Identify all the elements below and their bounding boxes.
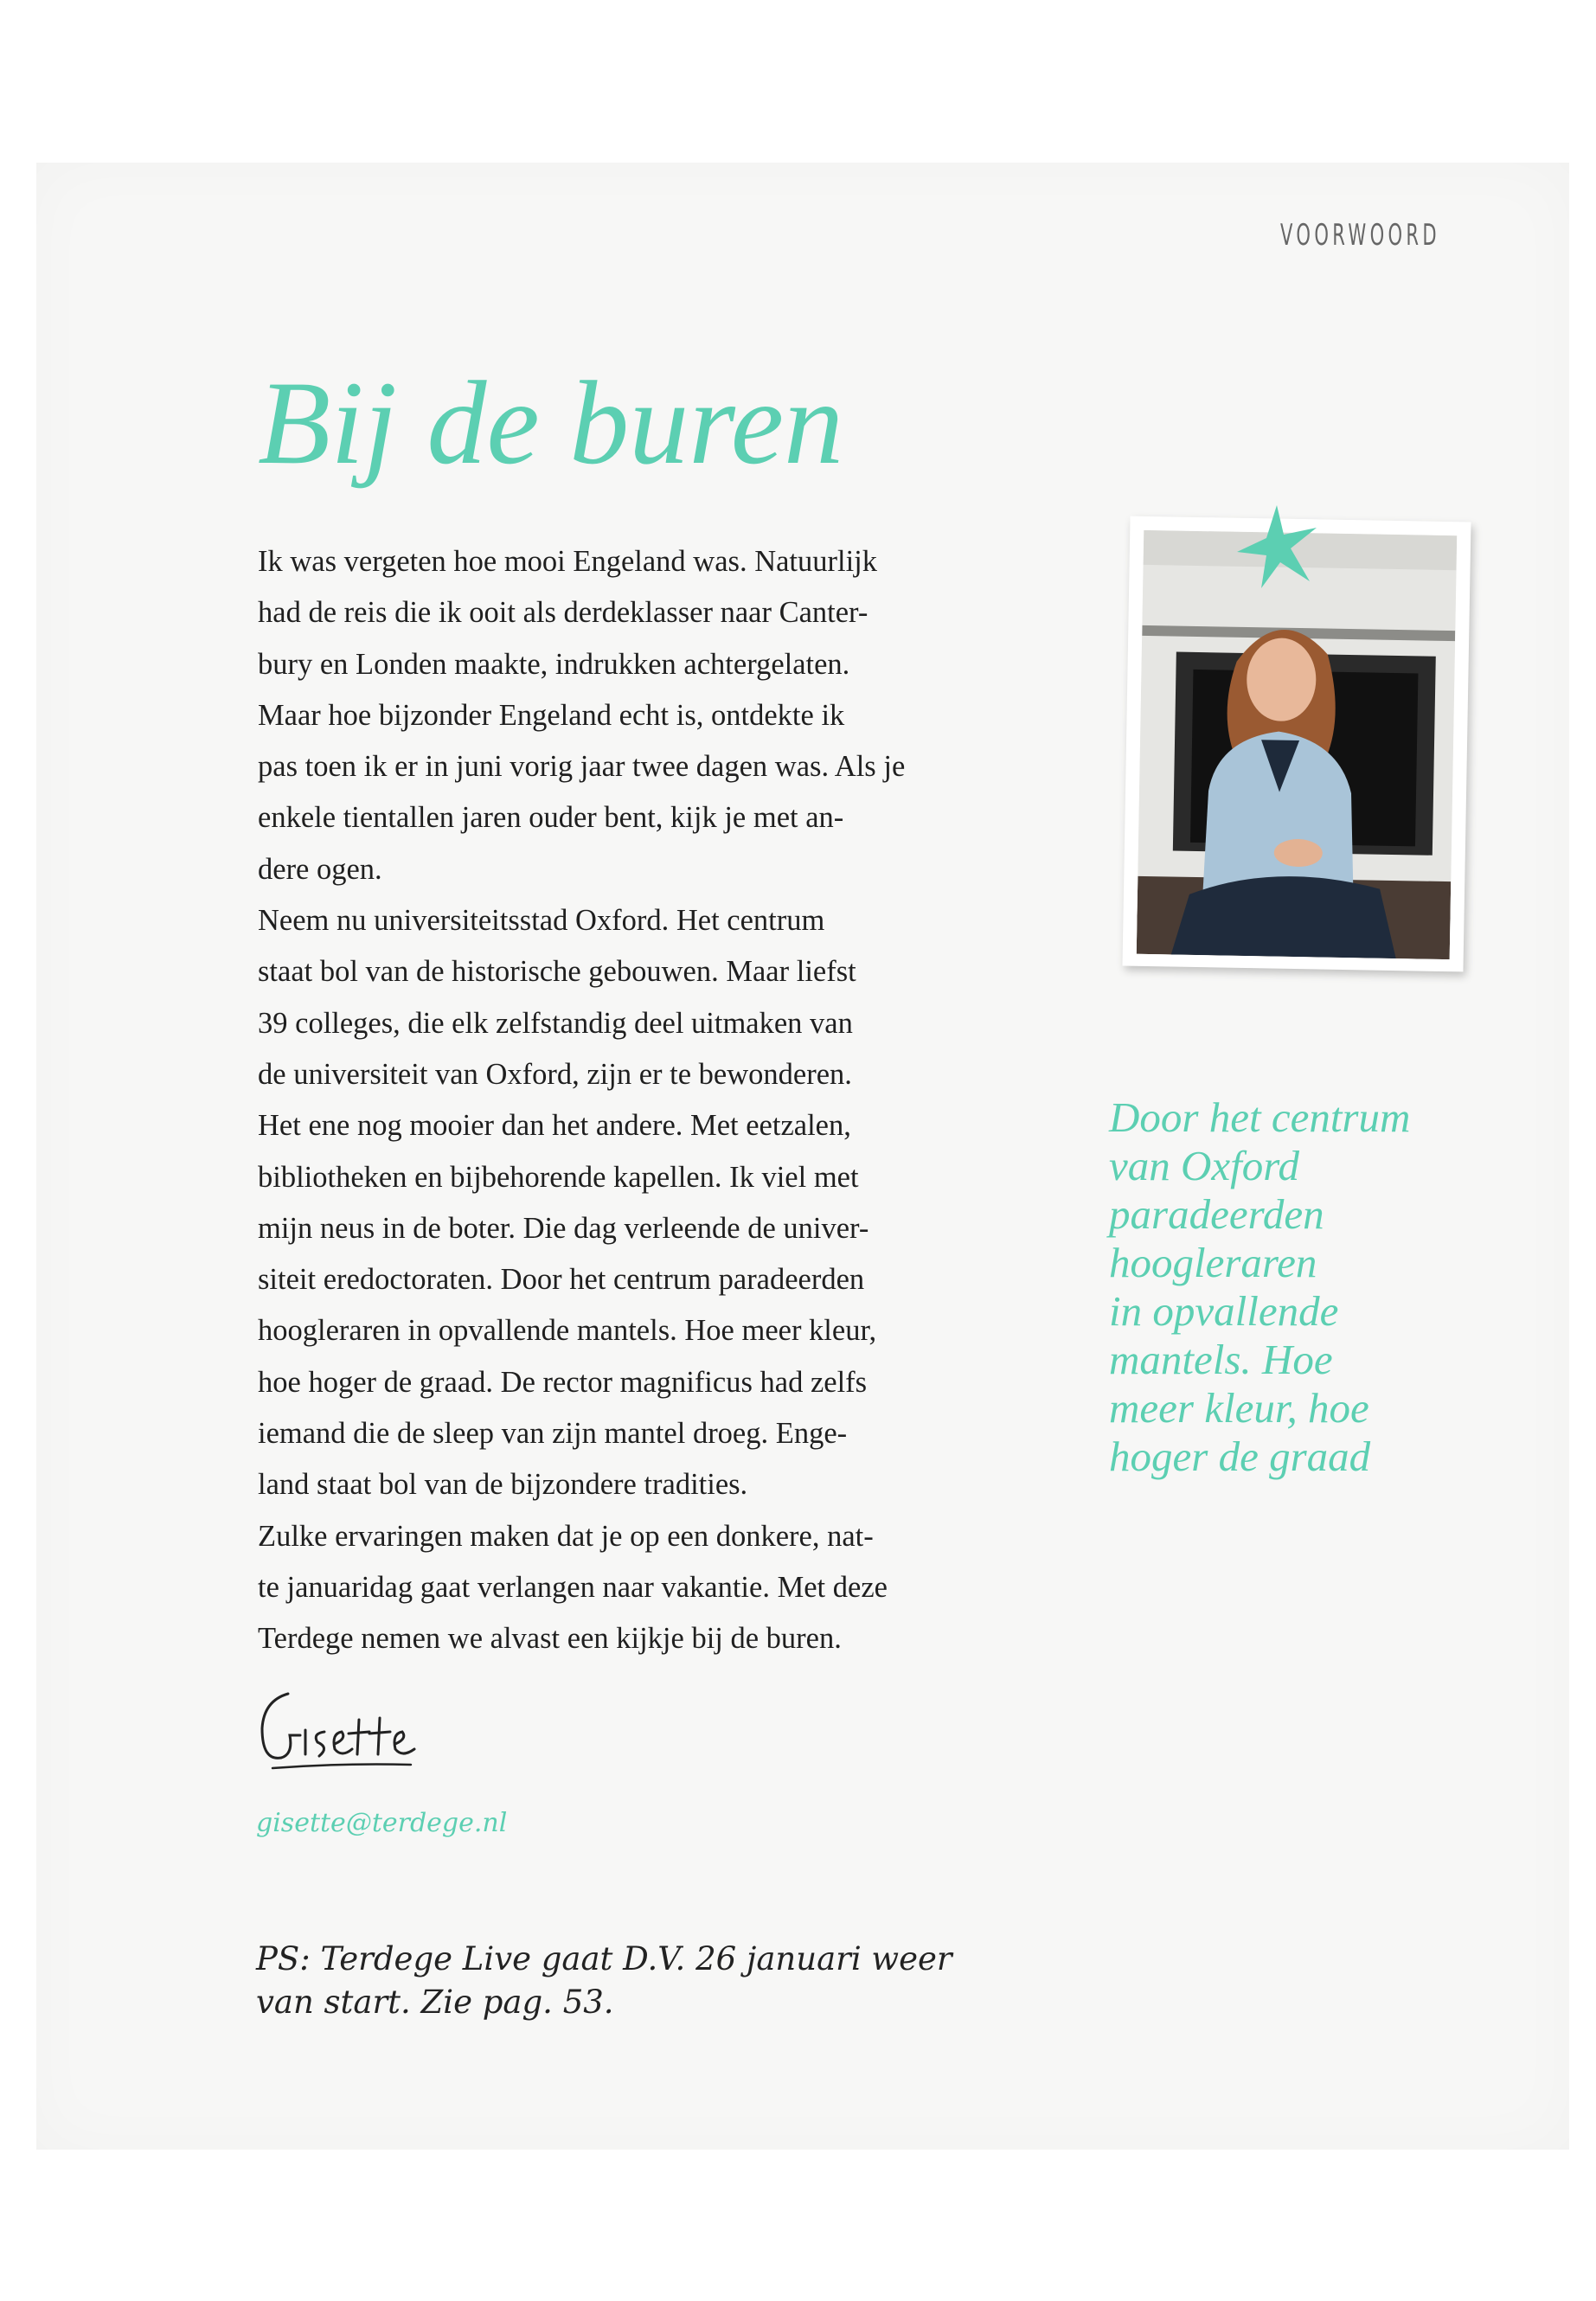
body-line: land staat bol van de bijzondere tradities. <box>258 1468 748 1502</box>
star-icon <box>1232 502 1327 593</box>
body-line: enkele tientallen jaren ouder bent, kijk je met an- <box>258 801 844 835</box>
author-email: gisette@terdege.nl <box>256 1808 508 1838</box>
section-label: VOORWOORD <box>1280 218 1441 253</box>
body-line: 39 colleges, die elk zelfstandig deel uitmaken van <box>258 1006 853 1040</box>
body-line: Ik was vergeten hoe mooi Engeland was. Natuurlijk <box>258 545 878 578</box>
body-line: bury en Londen maakte, indrukken achtergelaten. <box>258 647 850 681</box>
body-line: Zulke ervaringen maken dat je op een donkere, nat- <box>258 1519 874 1553</box>
pull-quote-line: paradeerden <box>1109 1190 1324 1238</box>
pull-quote <box>1109 1093 1490 1481</box>
body-line: Neem nu universiteitsstad Oxford. Het centrum <box>258 904 825 938</box>
body-line: bibliotheken en bijbehorende kapellen. Ik viel met <box>258 1160 859 1194</box>
pull-quote-line: hoogleraren <box>1109 1239 1317 1286</box>
body-line: te januaridag gaat verlangen naar vakantie. Met deze <box>258 1570 888 1604</box>
body-line: Maar hoe bijzonder Engeland echt is, ontdekte ik <box>258 698 845 732</box>
pull-quote-line: van Oxford <box>1109 1142 1299 1189</box>
pull-quote-line: in opvallende <box>1109 1287 1339 1335</box>
pull-quote-line: meer kleur, hoe <box>1109 1384 1369 1432</box>
article-body <box>258 536 1019 1665</box>
body-line: mijn neus in de boter. Die dag verleende de univer- <box>258 1211 869 1245</box>
body-line: staat bol van de historische gebouwen. Maar liefst <box>258 955 856 989</box>
body-line: Terdege nemen we alvast een kijkje bij de buren. <box>258 1622 842 1656</box>
pull-quote-line: Door het centrum <box>1109 1093 1411 1141</box>
body-line: dere ogen. <box>258 852 382 886</box>
postscript-line: van start. Zie pag. 53. <box>256 1984 614 2021</box>
postscript-line: PS: Terdege Live gaat D.V. 26 januari weer <box>256 1940 952 1977</box>
body-line: had de reis die ik ooit als derdeklasser naar Canter- <box>258 596 869 630</box>
author-photo <box>1137 530 1457 959</box>
article-title: Bij de buren <box>258 356 844 489</box>
body-line: Het ene nog mooier dan het andere. Met eetzalen, <box>258 1109 851 1143</box>
body-line: hoogleraren in opvallende mantels. Hoe meer kleur, <box>258 1314 877 1348</box>
pull-quote-line: hoger de graad <box>1109 1433 1371 1480</box>
body-line: siteit eredoctoraten. Door het centrum paradeerden <box>258 1263 865 1297</box>
body-line: pas toen ik er in juni vorig jaar twee dagen was. Als je <box>258 750 906 784</box>
body-line: de universiteit van Oxford, zijn er te bewonderen. <box>258 1057 852 1091</box>
pull-quote-line: mantels. Hoe <box>1109 1336 1333 1383</box>
body-line: iemand die de sleep van zijn mantel droeg. Enge- <box>258 1417 848 1451</box>
body-line: hoe hoger de graad. De rector magnificus had zelfs <box>258 1365 868 1399</box>
postscript <box>256 1938 1035 2024</box>
signature <box>255 1685 428 1780</box>
